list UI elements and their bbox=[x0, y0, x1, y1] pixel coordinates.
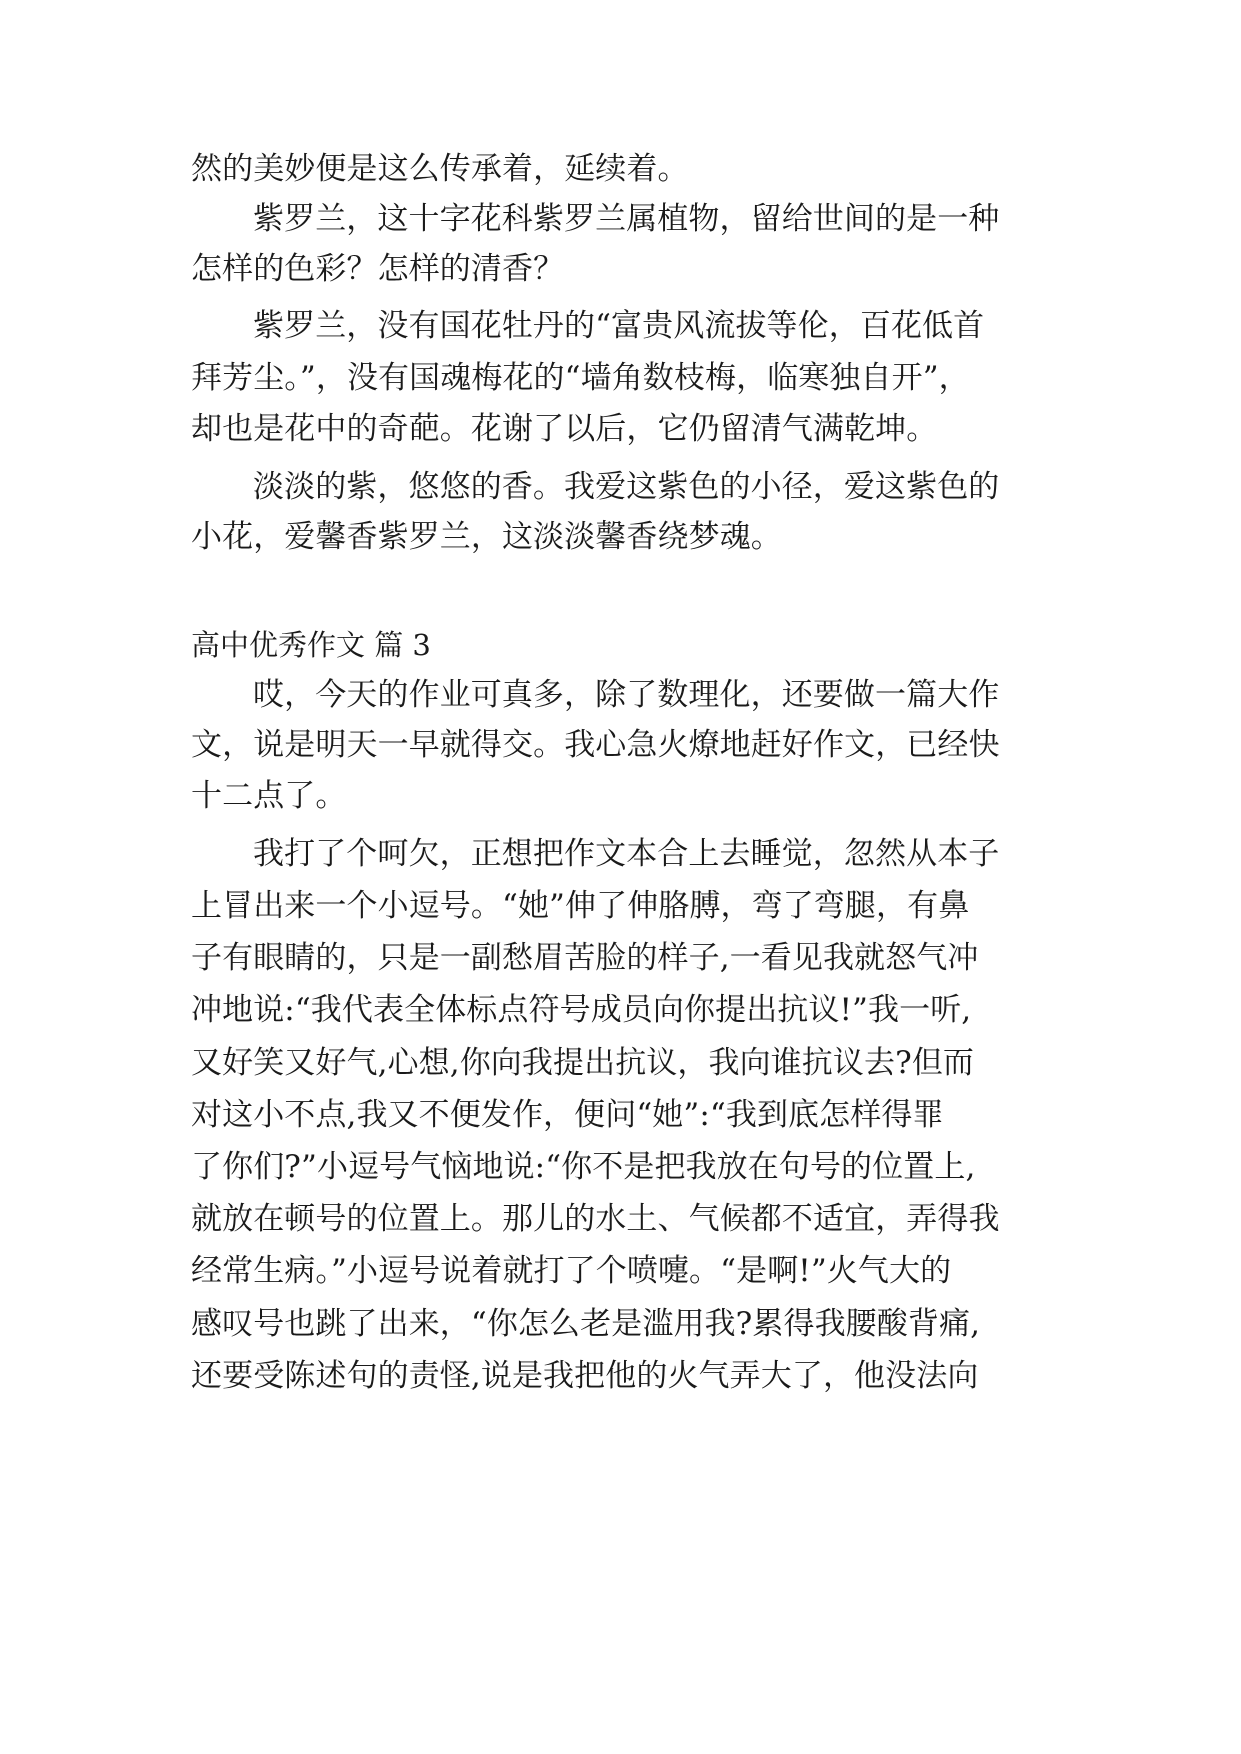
paragraph-line: 又好笑又好气,心想,你向我提出抗议，我向谁抗议去?但而 bbox=[191, 1045, 975, 1081]
paragraph-line: 十二点了。 bbox=[191, 778, 347, 814]
paragraph-line: 经常生病。”小逗号说着就打了个喷嚏。“是啊!”火气大的 bbox=[191, 1253, 952, 1289]
paragraph-line: 小花，爱馨香紫罗兰，这淡淡馨香绕梦魂。 bbox=[191, 519, 782, 555]
paragraph-line: 哎，今天的作业可真多，除了数理化，还要做一篇大作 bbox=[253, 677, 1000, 713]
paragraph-line: 还要受陈述句的责怪,说是我把他的火气弄大了，他没法向 bbox=[191, 1358, 979, 1394]
paragraph-line: 却也是花中的奇葩。花谢了以后，它仍留清气满乾坤。 bbox=[191, 411, 938, 447]
paragraph-line: 冲地说:“我代表全体标点符号成员向你提出抗议!”我一听, bbox=[191, 992, 972, 1028]
paragraph-line: 子有眼睛的，只是一副愁眉苦脸的样子,一看见我就怒气冲 bbox=[191, 940, 979, 976]
paragraph-line: 淡淡的紫，悠悠的香。我爱这紫色的小径，爱这紫色的 bbox=[253, 469, 1000, 505]
paragraph-line: 文，说是明天一早就得交。我心急火燎地赶好作文，已经快 bbox=[191, 727, 1000, 763]
paragraph-line: 拜芳尘。”，没有国魂梅花的“墙角数枝梅，临寒独自开”， bbox=[191, 360, 970, 396]
paragraph-line: 紫罗兰，这十字花科紫罗兰属植物，留给世间的是一种 bbox=[253, 201, 1000, 237]
paragraph-line: 怎样的色彩？怎样的清香？ bbox=[191, 251, 565, 287]
paragraph-line: 对这小不点,我又不便发作，便问“她”:“我到底怎样得罪 bbox=[191, 1097, 944, 1133]
paragraph-line: 了你们?”小逗号气恼地说:“你不是把我放在句号的位置上, bbox=[191, 1149, 976, 1185]
paragraph-line: 就放在顿号的位置上。那儿的水土、气候都不适宜，弄得我 bbox=[191, 1201, 1000, 1237]
section-heading: 高中优秀作文 篇 3 bbox=[191, 628, 431, 662]
paragraph-line: 我打了个呵欠，正想把作文本合上去睡觉，忽然从本子 bbox=[253, 836, 1000, 872]
paragraph-line: 紫罗兰，没有国花牡丹的“富贵风流拔等伦，百花低首 bbox=[253, 308, 985, 344]
paragraph-line: 感叹号也跳了出来，“你怎么老是滥用我?累得我腰酸背痛, bbox=[191, 1306, 981, 1342]
paragraph-line: 然的美妙便是这么传承着，延续着。 bbox=[191, 151, 689, 187]
paragraph-line: 上冒出来一个小逗号。“她”伸了伸胳膊，弯了弯腿，有鼻 bbox=[191, 888, 970, 924]
